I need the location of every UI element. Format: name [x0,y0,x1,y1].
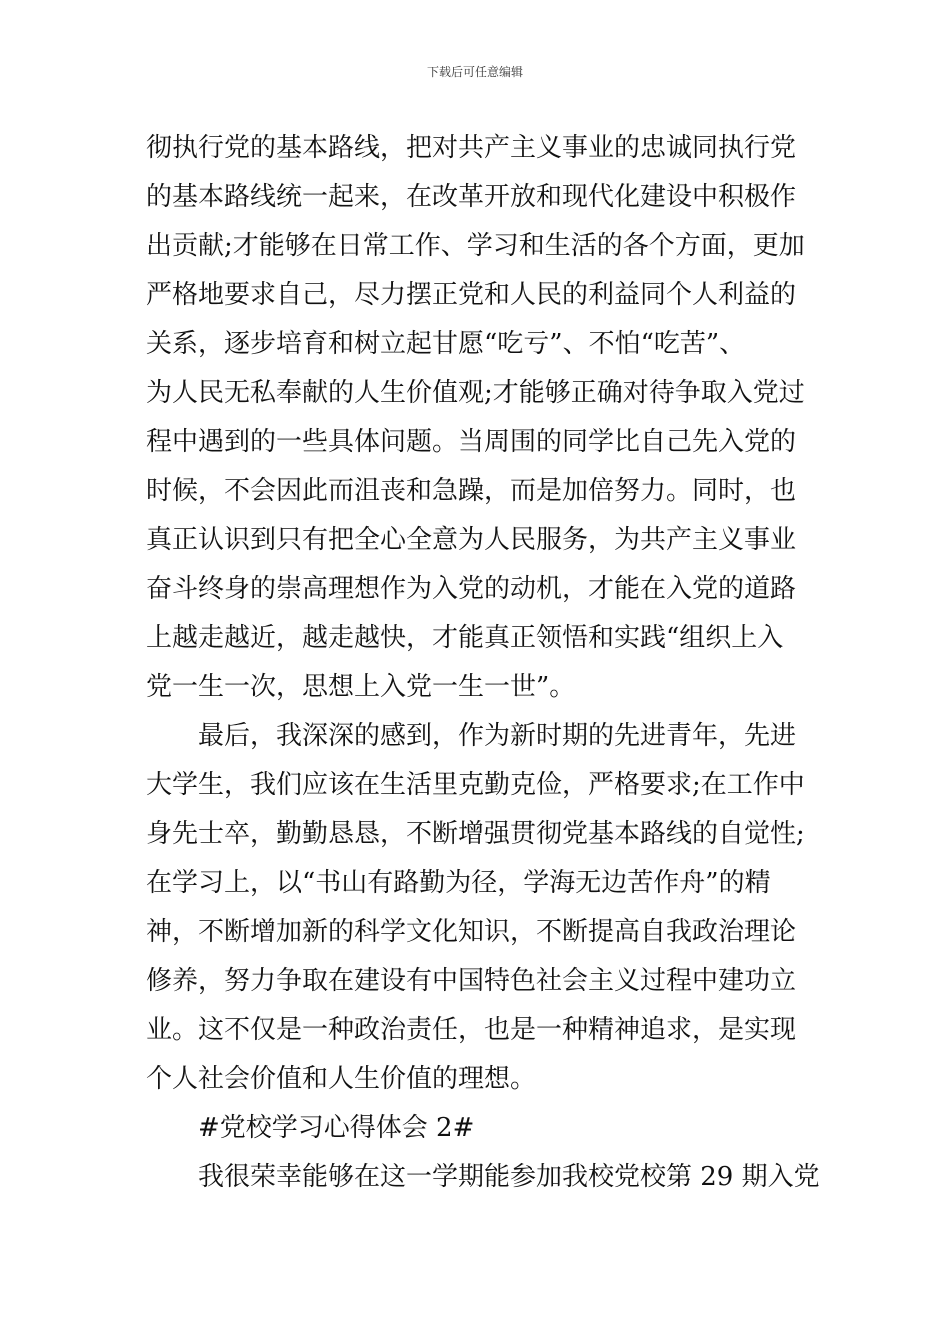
paragraph [146,1153,820,1202]
text-line: 业。这不仅是一种政治责任，也是一种精神追求，是实现 [146,1015,797,1045]
text-line: 我很荣幸能够在这一学期能参加我校党校第 29 期入党 [198,1162,820,1192]
section-heading [146,1104,816,1153]
text-line: 党一生一次，思想上入党一生一世”。 [146,672,576,702]
text-line: 最后，我深深的感到，作为新时期的先进青年，先进 [198,721,797,751]
section-heading-text: #党校学习心得体会 2# [198,1113,475,1143]
text-line: 在学习上，以“书山有路勤为径，学海无边苦作舟”的精 [146,868,771,898]
text-line: 为人民无私奉献的人生价值观;才能够正确对待争取入党过 [146,378,805,408]
paragraph [146,124,816,712]
text-line: 严格地要求自己，尽力摆正党和人民的利益同个人利益的 [146,280,797,310]
text-line: 奋斗终身的崇高理想作为入党的动机，才能在入党的道路 [146,574,797,604]
text-line: 上越走越近，越走越快，才能真正领悟和实践“组织上入 [146,623,784,653]
document-body [146,124,820,1202]
text-line: 修养，努力争取在建设有中国特色社会主义过程中建功立 [146,966,797,996]
text-line: 神，不断增加新的科学文化知识，不断提高自我政治理论 [146,917,797,947]
text-line: 关系，逐步培育和树立起甘愿“吃亏”、不怕“吃苦”、 [146,329,746,359]
text-line: 时候，不会因此而沮丧和急躁，而是加倍努力。同时，也 [146,476,797,506]
text-line: 大学生，我们应该在生活里克勤克俭，严格要求;在工作中 [146,770,805,800]
page-header-note: 下载后可任意编辑 [426,65,523,79]
text-line: 个人社会价值和人生价值的理想。 [146,1064,537,1094]
text-line: 出贡献;才能够在日常工作、学习和生活的各个方面，更加 [146,231,805,261]
text-line: 真正认识到只有把全心全意为人民服务，为共产主义事业 [146,525,797,555]
text-line: 彻执行党的基本路线，把对共产主义事业的忠诚同执行党 [146,133,797,163]
paragraph [146,712,816,1104]
text-line: 身先士卒，勤勤恳恳，不断增强贯彻党基本路线的自觉性; [146,819,805,849]
text-line: 的基本路线统一起来，在改革开放和现代化建设中积极作 [146,182,797,212]
text-line: 程中遇到的一些具体问题。当周围的同学比自己先入党的 [146,427,797,457]
